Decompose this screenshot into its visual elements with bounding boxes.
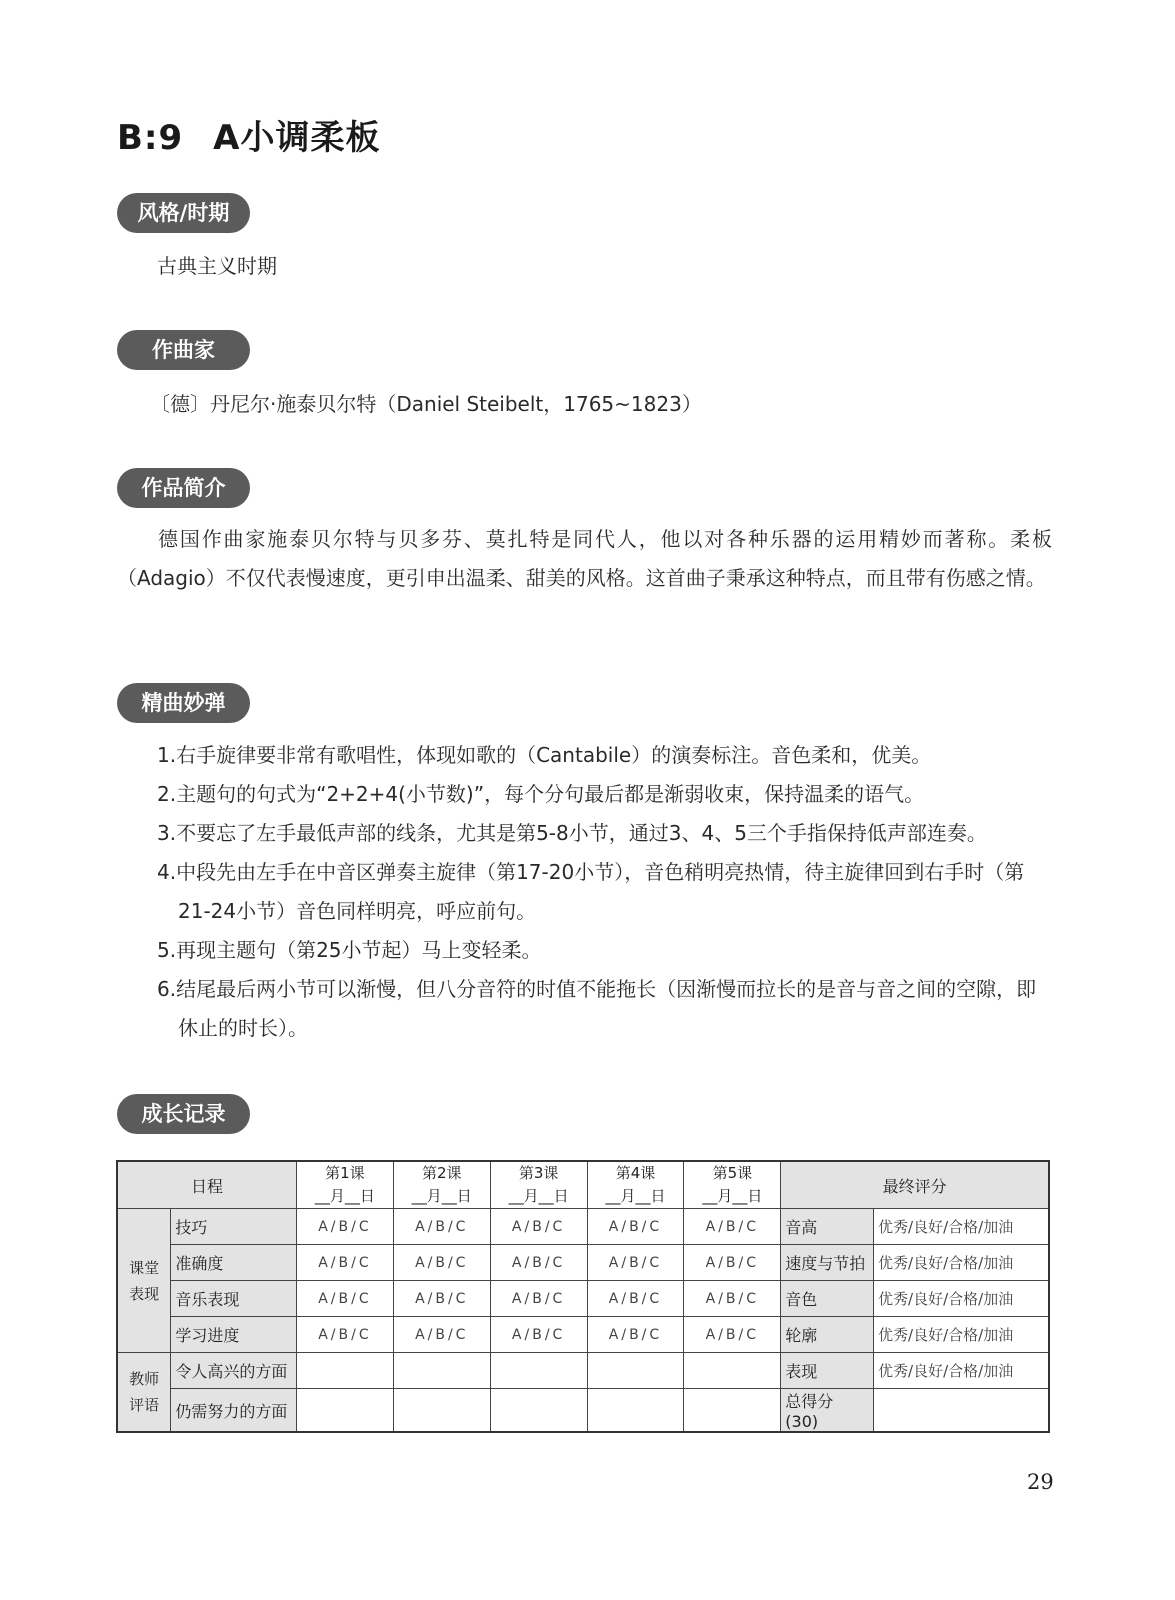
- grade-cell[interactable]: 优秀/良好/合格/加油: [874, 1317, 1049, 1353]
- abc-cell[interactable]: A/B/C: [587, 1209, 684, 1245]
- grade-cell[interactable]: 优秀/良好/合格/加油: [874, 1245, 1049, 1281]
- abc-cell[interactable]: A/B/C: [490, 1245, 587, 1281]
- abc-cell[interactable]: A/B/C: [393, 1317, 490, 1353]
- grade-cell[interactable]: 优秀/良好/合格/加油: [874, 1281, 1049, 1317]
- abc-cell[interactable]: A/B/C: [296, 1245, 393, 1281]
- list-item: 3.不要忘了左手最低声部的线条，尤其是第5-8小节，通过3、4、5三个手指保持低声部连奏。: [157, 821, 987, 845]
- abc-cell[interactable]: A/B/C: [393, 1281, 490, 1317]
- final-item-label: 表现: [781, 1353, 874, 1389]
- section-label-intro: 作品简介: [117, 468, 250, 508]
- list-item: 6.结尾最后两小节可以渐慢，但八分音符的时值不能拖长（因渐慢而拉长的是音与音之间的空隙，即休止的时长）。: [157, 977, 1037, 1040]
- comment-cell[interactable]: [490, 1389, 587, 1433]
- date-field[interactable]: __月__日: [702, 1187, 763, 1205]
- abc-cell[interactable]: A/B/C: [296, 1209, 393, 1245]
- abc-cell[interactable]: A/B/C: [296, 1317, 393, 1353]
- abc-cell[interactable]: A/B/C: [393, 1245, 490, 1281]
- list-item: 1.右手旋律要非常有歌唱性，体现如歌的（Cantabile）的演奏标注。音色柔和，优美。: [157, 743, 932, 767]
- date-field[interactable]: __月__日: [605, 1187, 666, 1205]
- final-item-label: 轮廓: [781, 1317, 874, 1353]
- grade-cell[interactable]: 优秀/良好/合格/加油: [874, 1353, 1049, 1389]
- comment-cell[interactable]: [587, 1389, 684, 1433]
- page-title: [117, 110, 381, 159]
- lesson-header: 第3课 __月__日: [490, 1161, 587, 1209]
- lesson-header: 第4课 __月__日: [587, 1161, 684, 1209]
- abc-cell[interactable]: A/B/C: [684, 1245, 781, 1281]
- comment-cell[interactable]: [296, 1389, 393, 1433]
- lesson-header: 第2课 __月__日: [393, 1161, 490, 1209]
- section-label-tips: 精曲妙弹: [117, 683, 250, 723]
- intro-paragraph: 德国作曲家施泰贝尔特与贝多芬、莫扎特是同代人，他以对各种乐器的运用精妙而著称。柔板（Adagio）不仅代表慢速度，更引申出温柔、甜美的风格。这首曲子秉承这种特点，而且带有伤感之情。: [117, 527, 1052, 590]
- final-item-label: 音高: [781, 1209, 874, 1245]
- abc-cell[interactable]: A/B/C: [393, 1209, 490, 1245]
- comment-cell[interactable]: [393, 1389, 490, 1433]
- abc-cell[interactable]: A/B/C: [490, 1209, 587, 1245]
- piece-number: B:9: [117, 118, 184, 158]
- total-score-cell[interactable]: [874, 1389, 1049, 1433]
- grade-cell[interactable]: 优秀/良好/合格/加油: [874, 1209, 1049, 1245]
- section-label-growth: 成长记录: [117, 1094, 250, 1134]
- comment-cell[interactable]: [684, 1389, 781, 1433]
- growth-record-table: [116, 1160, 1050, 1433]
- section-label-style: 风格/时期: [117, 193, 250, 233]
- row-label: 仍需努力的方面: [171, 1389, 297, 1433]
- abc-cell[interactable]: A/B/C: [490, 1317, 587, 1353]
- abc-cell[interactable]: A/B/C: [684, 1317, 781, 1353]
- final-item-label: 音色: [781, 1281, 874, 1317]
- class-performance-label: 课堂表现: [117, 1209, 171, 1353]
- comment-cell[interactable]: [490, 1353, 587, 1389]
- section-label-composer: 作曲家: [117, 330, 250, 370]
- style-content: 古典主义时期: [157, 254, 277, 278]
- final-item-label: 速度与节拍: [781, 1245, 874, 1281]
- abc-cell[interactable]: A/B/C: [684, 1281, 781, 1317]
- teacher-comment-label: 教师评语: [117, 1353, 171, 1433]
- list-item: 2.主题句的句式为“2+2+4(小节数)”，每个分句最后都是渐弱收束，保持温柔的语气。: [157, 782, 925, 806]
- final-score-header: 最终评分: [781, 1161, 1049, 1209]
- comment-cell[interactable]: [684, 1353, 781, 1389]
- comment-cell[interactable]: [587, 1353, 684, 1389]
- comment-cell[interactable]: [393, 1353, 490, 1389]
- abc-cell[interactable]: A/B/C: [587, 1245, 684, 1281]
- list-item: 4.中段先由左手在中音区弹奏主旋律（第17-20小节），音色稍明亮热情，待主旋律回到右手时（第21-24小节）音色同样明亮，呼应前句。: [157, 860, 1025, 923]
- schedule-header: 日程: [117, 1161, 296, 1209]
- abc-cell[interactable]: A/B/C: [490, 1281, 587, 1317]
- composer-content: 〔德〕丹尼尔·施泰贝尔特（Daniel Steibelt，1765~1823）: [150, 392, 702, 416]
- date-field[interactable]: __月__日: [508, 1187, 569, 1205]
- comment-cell[interactable]: [296, 1353, 393, 1389]
- row-label: 令人高兴的方面: [171, 1353, 297, 1389]
- row-label: 音乐表现: [171, 1281, 297, 1317]
- tips-list: [157, 736, 1052, 1048]
- abc-cell[interactable]: A/B/C: [296, 1281, 393, 1317]
- total-score-label: 总得分 (30): [781, 1389, 874, 1433]
- date-field[interactable]: __月__日: [411, 1187, 472, 1205]
- page-number: 29: [1027, 1470, 1054, 1494]
- abc-cell[interactable]: A/B/C: [684, 1209, 781, 1245]
- date-field[interactable]: __月__日: [314, 1187, 375, 1205]
- row-label: 准确度: [171, 1245, 297, 1281]
- row-label: 学习进度: [171, 1317, 297, 1353]
- piece-name: A小调柔板: [213, 118, 381, 158]
- abc-cell[interactable]: A/B/C: [587, 1281, 684, 1317]
- abc-cell[interactable]: A/B/C: [587, 1317, 684, 1353]
- lesson-header: 第5课 __月__日: [684, 1161, 781, 1209]
- lesson-header: 第1课 __月__日: [296, 1161, 393, 1209]
- row-label: 技巧: [171, 1209, 297, 1245]
- list-item: 5.再现主题句（第25小节起）马上变轻柔。: [157, 938, 542, 962]
